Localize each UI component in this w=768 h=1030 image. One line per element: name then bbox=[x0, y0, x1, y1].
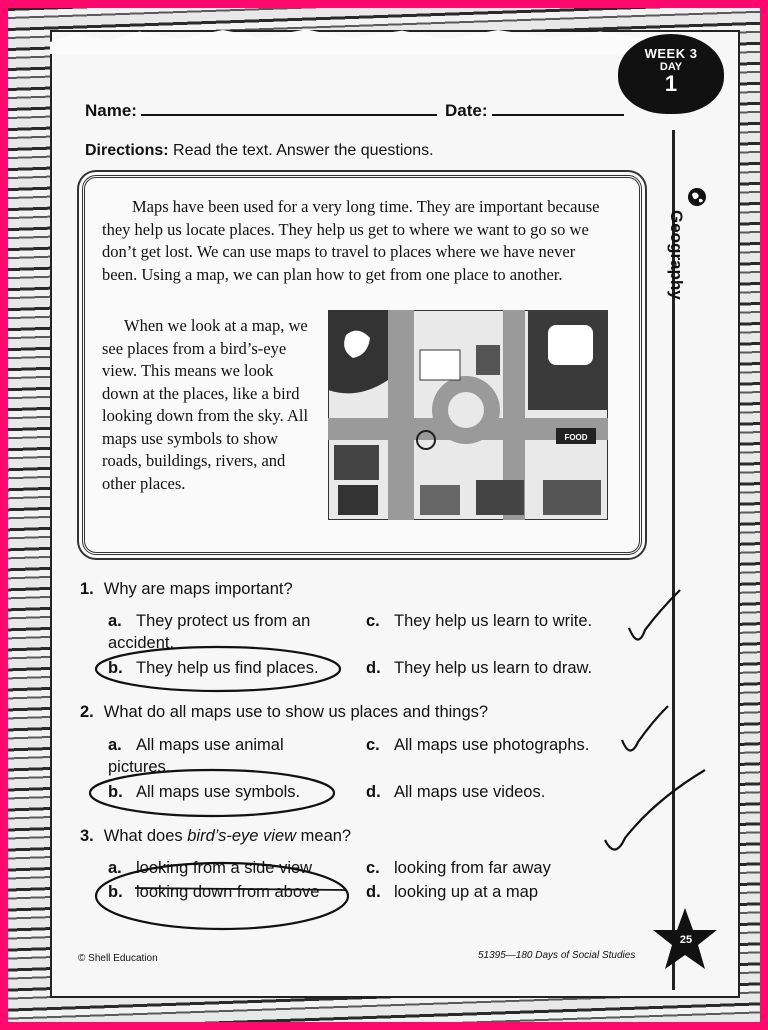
directions-text: Read the text. Answer the questions. bbox=[168, 142, 434, 159]
question-2-number: 2. bbox=[80, 703, 94, 721]
question-2-text: What do all maps use to show us places and things? bbox=[103, 703, 489, 721]
q3-option-a-letter: a. bbox=[108, 859, 122, 877]
q1-option-b-text: They help us find places. bbox=[136, 659, 319, 677]
q3-option-b-text: looking down from above bbox=[136, 883, 320, 901]
question-3-number: 3. bbox=[80, 827, 94, 845]
q3-option-a[interactable] bbox=[108, 857, 312, 879]
q1-option-d-letter: d. bbox=[366, 659, 381, 677]
q2-option-c-letter: c. bbox=[366, 736, 380, 754]
globe-icon bbox=[686, 186, 708, 208]
name-label: Name: bbox=[85, 101, 137, 120]
q2-option-a-text: All maps use animal pictures. bbox=[108, 736, 284, 776]
q2-option-c[interactable] bbox=[366, 734, 589, 756]
date-label: Date: bbox=[445, 101, 488, 120]
q2-option-a-letter: a. bbox=[108, 736, 122, 754]
q2-option-b[interactable] bbox=[108, 781, 300, 803]
question-2 bbox=[80, 703, 488, 722]
question-1-text: Why are maps important? bbox=[103, 580, 293, 598]
q3-option-c-text: looking from far away bbox=[394, 859, 551, 877]
passage-paragraph-2: When we look at a map, we see places from a bird’s-eye view. This means we look down at the places, like a bird looking down from the sky. All maps use symbols to show roads, buildings, rivers, and other places. bbox=[102, 316, 309, 493]
name-field[interactable] bbox=[85, 100, 437, 121]
q2-option-d-letter: d. bbox=[366, 783, 381, 801]
passage-paragraph-1: Maps have been used for a very long time. They are important because they help us locate places. They help us get to where we want to go so we don’t get lost. We can use maps to travel to places where we have never been. Using a map, we can plan how to get from one place to another. bbox=[102, 197, 600, 284]
q3-option-a-text: looking from a side view bbox=[136, 859, 313, 877]
footer-book-title: 51395—180 Days of Social Studies bbox=[478, 950, 636, 961]
q1-option-a[interactable] bbox=[108, 610, 328, 654]
name-line[interactable] bbox=[141, 100, 437, 116]
map-food-label: FOOD bbox=[564, 433, 588, 442]
q3-option-d-text: looking up at a map bbox=[394, 883, 539, 901]
q2-option-d-text: All maps use videos. bbox=[394, 783, 546, 801]
question-1 bbox=[80, 580, 293, 599]
question-1-number: 1. bbox=[80, 580, 94, 598]
question-3-text-emphasis: bird’s-eye view bbox=[187, 827, 297, 845]
q3-option-c[interactable] bbox=[366, 857, 551, 879]
week-day-badge bbox=[618, 34, 724, 114]
q1-option-c[interactable] bbox=[366, 610, 592, 632]
badge-day: DAY bbox=[659, 61, 683, 73]
question-3-text-pre: What does bbox=[103, 827, 188, 845]
q1-option-c-letter: c. bbox=[366, 612, 380, 630]
q3-option-d-letter: d. bbox=[366, 883, 381, 901]
q1-option-c-text: They help us learn to write. bbox=[394, 612, 593, 630]
q2-option-a[interactable] bbox=[108, 734, 328, 778]
q2-option-d[interactable] bbox=[366, 781, 545, 803]
page-number: 25 bbox=[679, 934, 693, 946]
q1-option-a-text: They protect us from an accident. bbox=[108, 612, 311, 652]
question-3 bbox=[80, 827, 351, 846]
date-line[interactable] bbox=[492, 100, 624, 116]
footer-publisher: © Shell Education bbox=[78, 953, 158, 964]
q3-option-d[interactable] bbox=[366, 881, 538, 903]
q1-option-b[interactable] bbox=[108, 657, 319, 679]
q1-option-d-text: They help us learn to draw. bbox=[394, 659, 593, 677]
q2-option-c-text: All maps use photographs. bbox=[394, 736, 590, 754]
q3-option-c-letter: c. bbox=[366, 859, 380, 877]
question-3-text-post: mean? bbox=[296, 827, 352, 845]
badge-week: WEEK 3 bbox=[644, 46, 698, 61]
q1-option-b-letter: b. bbox=[108, 659, 123, 677]
q3-option-b[interactable] bbox=[108, 881, 319, 903]
q1-option-a-letter: a. bbox=[108, 612, 122, 630]
badge-day-number: 1 bbox=[664, 71, 678, 96]
q3-option-b-letter: b. bbox=[108, 883, 123, 901]
q2-option-b-letter: b. bbox=[108, 783, 123, 801]
directions bbox=[85, 142, 434, 160]
subject-title: Geography bbox=[667, 210, 686, 300]
date-field[interactable] bbox=[445, 100, 624, 121]
q2-option-b-text: All maps use symbols. bbox=[136, 783, 301, 801]
q1-option-d[interactable] bbox=[366, 657, 592, 679]
birds-eye-map-illustration bbox=[328, 310, 608, 520]
directions-label: Directions: bbox=[85, 142, 169, 159]
